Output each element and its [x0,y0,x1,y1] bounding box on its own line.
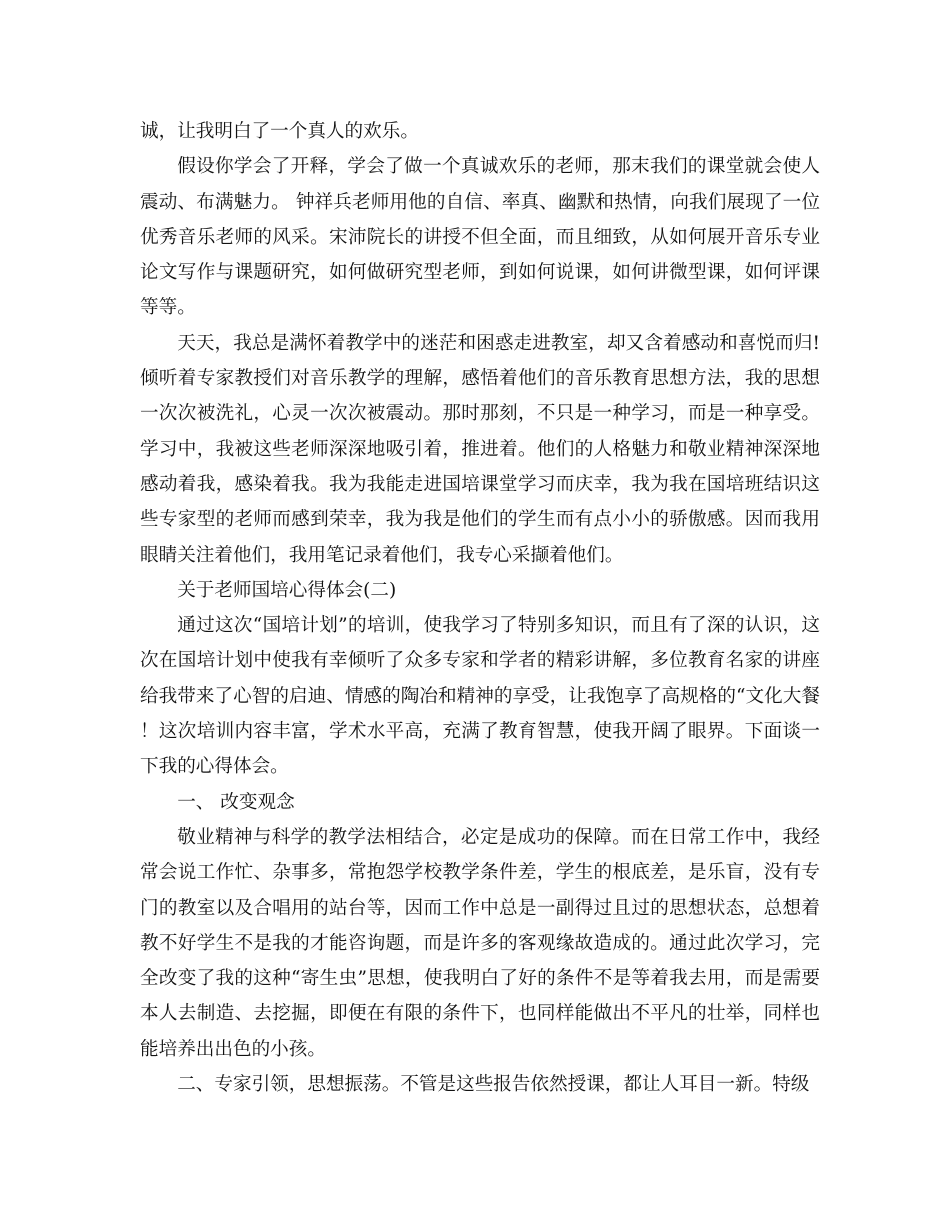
document-body [140,114,820,1102]
paragraph: 假设你学会了开释，学会了做一个真诚欢乐的老师，那末我们的课堂就会使人震动、布满魅力。 钟祥兵老师用他的自信、率真、幽默和热情，向我们展现了一位优秀音乐老师的风采。宋沛院长的讲授不但全面，而且细致，从如何展开音乐专业论文写作与课题研究，如何做研究型老师，到如何说课，如何讲微型课，如何评课等等。 [140,156,820,319]
paragraph: 天天，我总是满怀着教学中的迷茫和困惑走进教室，却又含着感动和喜悦而归!倾听着专家教授们对音乐教学的理解，感悟着他们的音乐教育思想方法，我的思想一次次被洗礼，心灵一次次被震动。那时那刻，不只是一种学习，而是一种享受。学习中，我被这些老师深深地吸引着，推进着。他们的人格魅力和敬业精神深深地感动着我，感染着我。我为我能走进国培课堂学习而庆幸，我为我在国培班结识这些专家型的老师而感到荣幸，我为我是他们的学生而有点小小的骄傲感。因而我用眼睛关注着他们，我用笔记录着他们，我专心采撷着他们。 [140,332,820,566]
paragraph: 通过这次“国培计划”的培训，使我学习了特别多知识，而且有了深的认识，这次在国培计划中使我有幸倾听了众多专家和学者的精彩讲解，多位教育名家的讲座给我带来了心智的启迪、情感的陶冶和精神的享受，让我饱享了高规格的“文化大餐 ！这次培训内容丰富，学术水平高，充满了教育智慧，使我开阔了眼界。下面谈一下我的心得体会。 [140,615,820,778]
paragraph: 敬业精神与科学的教学法相结合，必定是成功的保障。而在日常工作中，我经常会说工作忙、杂事多，常抱怨学校教学条件差，学生的根底差，是乐盲，没有专门的教室以及合唱用的站台等，因而工作中总是一副得过且过的思想状态，总想着教不好学生不是我的才能咨询题，而是许多的客观缘故造成的。通过此次学习，完全改变了我的这种“寄生虫”思想，使我明白了好的条件不是等着我去用，而是需要本人去制造、去挖掘，即便在有限的条件下，也同样能做出不平凡的壮举，同样也能培养出出色的小孩。 [140,826,820,1060]
subsection-heading: 一、 改变观念 [177,791,295,813]
paragraph-continuation: 诚，让我明白了一个真人的欢乐。 [140,121,419,142]
paragraph: 二、专家引领，思想振荡。不管是这些报告依然授课，都让人耳目一新。特级 [177,1074,810,1096]
section-heading: 关于老师国培心得体会(二) [177,579,397,601]
